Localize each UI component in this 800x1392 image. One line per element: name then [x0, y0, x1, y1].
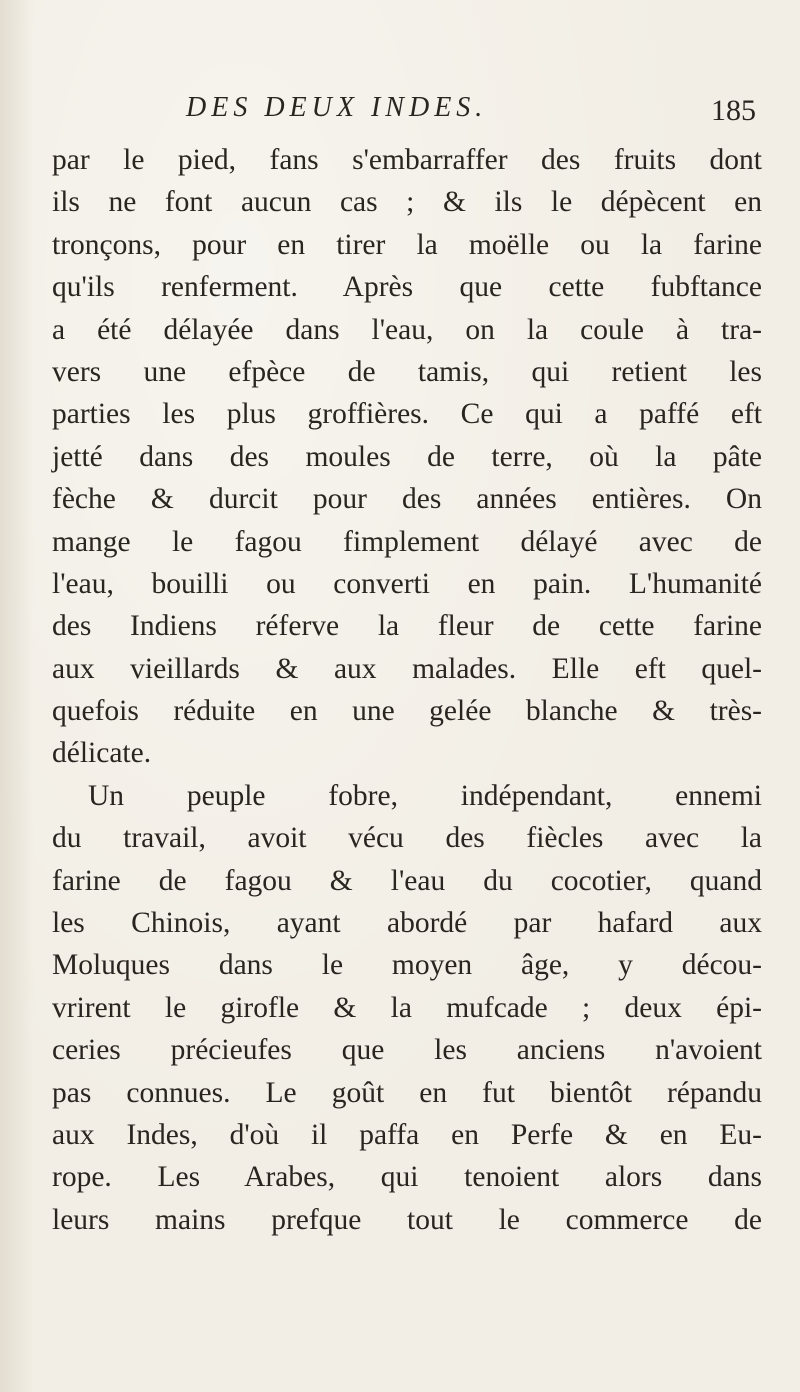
running-title: DES DEUX INDES. [186, 92, 488, 123]
text-line: par le pied, fans s'embarraffer des fruits dont [52, 144, 762, 176]
text-line: vrirent le girofle & la mufcade ; deux épi- [52, 991, 762, 1024]
running-head [186, 92, 756, 132]
text-line: Moluques dans le moyen âge, y décou- [52, 949, 762, 982]
text-line: délicate. [52, 737, 152, 770]
text-line: a été délayée dans l'eau, on la coule à tra- [52, 313, 762, 346]
text-line: vers une efpèce de tamis, qui retient les [52, 355, 762, 388]
text-line: jetté dans des moules de terre, où la pâte [52, 440, 762, 473]
page-fold-shadow [0, 0, 34, 1392]
text-line: ils ne font aucun cas ; & ils le dépècent en [52, 186, 762, 219]
text-line: quefois réduite en une gelée blanche & très- [52, 695, 762, 728]
text-line: aux vieillards & aux malades. Elle eft quel- [52, 652, 762, 685]
text-line: tronçons, pour en tirer la moëlle ou la farine [52, 228, 762, 261]
paragraph-1 [52, 139, 762, 775]
text-line: qu'ils renferment. Après que cette fubftance [52, 271, 762, 304]
text-line: farine de fagou & l'eau du cocotier, quand [52, 864, 762, 897]
text-line: des Indiens réferve la fleur de cette farine [52, 610, 762, 643]
text-line: parties les plus groffières. Ce qui a paffé eft [52, 398, 762, 431]
text-line: aux Indes, d'où il paffa en Perfe & en Eu- [52, 1118, 762, 1151]
text-line: l'eau, bouilli ou converti en pain. L'humanité [52, 567, 762, 600]
paragraph-2 [52, 775, 762, 1241]
page-number: 185 [711, 94, 756, 127]
text-line: fèche & durcit pour des années entières. On [52, 483, 762, 516]
text-line: leurs mains prefque tout le commerce de [52, 1203, 762, 1236]
text-line: rope. Les Arabes, qui tenoient alors dans [52, 1161, 762, 1194]
text-line: du travail, avoit vécu des fiècles avec la [52, 822, 762, 855]
body-text [52, 139, 762, 1241]
text-line: Un peuple fobre, indépendant, ennemi [88, 779, 762, 812]
text-line: ceries précieufes que les anciens n'avoient [52, 1034, 762, 1067]
text-line: mange le fagou fimplement délayé avec de [52, 525, 762, 558]
text-line: les Chinois, ayant abordé par hafard aux [52, 907, 762, 940]
text-line: pas connues. Le goût en fut bientôt répandu [52, 1076, 762, 1109]
